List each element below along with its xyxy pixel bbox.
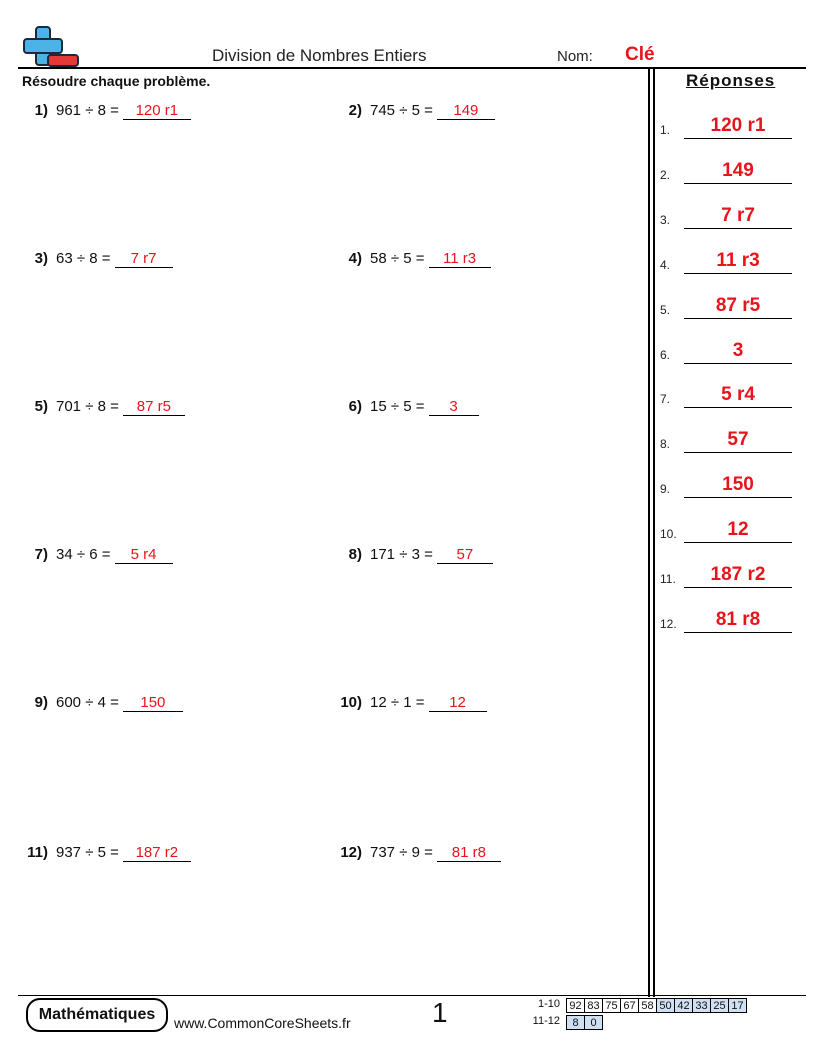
problem-number: 3) [34, 250, 48, 267]
score-row-label: 1-10 [537, 998, 560, 1010]
problem-8 [330, 546, 493, 564]
problem-7 [22, 546, 173, 564]
name-label: Nom: [557, 48, 593, 65]
problem-2 [330, 102, 495, 120]
answer-key-number: 3. [660, 213, 671, 227]
score-row-11-12 [526, 1015, 792, 1031]
answer-key-number: 10. [660, 527, 677, 541]
problem-number: 7) [34, 546, 48, 563]
score-cell: 42 [674, 998, 693, 1013]
instructions: Résoudre chaque problème. [22, 73, 211, 89]
problem-equation: 937 ÷ 5 = [56, 844, 119, 861]
problem-3 [22, 250, 173, 268]
answer-column-divider [648, 67, 650, 997]
score-cell: 67 [620, 998, 639, 1013]
problem-4 [330, 250, 491, 268]
answer-blank[interactable]: 150 [123, 695, 183, 712]
problem-number: 12) [340, 844, 362, 861]
score-cell: 92 [566, 998, 585, 1013]
answer-key-value: 187 r2 [710, 564, 766, 585]
answer-column-divider-inner [653, 67, 655, 997]
answer-key-value: 5 r4 [721, 384, 755, 405]
problem-5 [22, 398, 185, 416]
answer-blank[interactable]: 57 [437, 547, 493, 564]
page-number: 1 [432, 997, 448, 1028]
answer-key-line [684, 138, 792, 139]
problem-number: 10) [340, 694, 362, 711]
answer-key-value: 149 [722, 160, 754, 181]
footer-divider [18, 995, 806, 996]
score-row-1-10 [526, 998, 792, 1014]
problem-number: 5) [34, 398, 48, 415]
answer-key-number: 1. [660, 123, 671, 137]
answer-key-line [684, 363, 792, 364]
problem-equation: 701 ÷ 8 = [56, 398, 119, 415]
score-cell: 8 [566, 1015, 585, 1030]
score-cell: 75 [602, 998, 621, 1013]
problem-6 [330, 398, 479, 416]
answer-key-number: 9. [660, 482, 671, 496]
answer-key-value: 7 r7 [721, 205, 755, 226]
answer-key-value: 87 r5 [715, 295, 761, 316]
problem-equation: 737 ÷ 9 = [370, 844, 433, 861]
answer-key-number: 6. [660, 348, 671, 362]
answer-blank[interactable]: 11 r3 [429, 251, 491, 268]
answer-key-number: 7. [660, 392, 671, 406]
answer-key-row-6 [660, 338, 792, 364]
problem-10 [330, 694, 487, 712]
answer-key-line [684, 632, 792, 633]
answer-blank[interactable]: 5 r4 [115, 547, 173, 564]
answer-blank[interactable]: 7 r7 [115, 251, 173, 268]
answer-key-value: 150 [722, 474, 754, 495]
answer-blank[interactable]: 12 [429, 695, 487, 712]
answer-key-row-7 [660, 382, 792, 408]
answer-key-number: 4. [660, 258, 671, 272]
problem-number: 6) [348, 398, 362, 415]
answer-key-value: 12 [727, 519, 749, 540]
problem-equation: 34 ÷ 6 = [56, 546, 111, 563]
plus-minus-logo-icon [22, 25, 80, 69]
problem-1 [22, 102, 191, 120]
answer-key-line [684, 497, 792, 498]
header-divider [18, 67, 806, 69]
answer-key-row-12 [660, 607, 792, 633]
score-cell: 33 [692, 998, 711, 1013]
score-cell: 0 [584, 1015, 603, 1030]
problem-equation: 745 ÷ 5 = [370, 102, 433, 119]
answer-key-row-9 [660, 472, 792, 498]
problem-11 [22, 844, 191, 862]
answer-blank[interactable]: 3 [429, 399, 479, 416]
answer-blank[interactable]: 149 [437, 103, 495, 120]
answer-blank[interactable]: 81 r8 [437, 845, 501, 862]
problem-equation: 600 ÷ 4 = [56, 694, 119, 711]
answer-key-number: 12. [660, 617, 677, 631]
problem-9 [22, 694, 183, 712]
problem-number: 9) [34, 694, 48, 711]
answer-key-number: 11. [660, 572, 676, 586]
answer-key-row-8 [660, 427, 792, 453]
site-url[interactable]: www.CommonCoreSheets.fr [174, 1015, 351, 1031]
score-cell: 25 [710, 998, 729, 1013]
answer-key-line [684, 273, 792, 274]
answer-key-row-4 [660, 248, 792, 274]
problem-number: 1) [34, 102, 48, 119]
name-value: Clé [625, 44, 655, 65]
answer-key-line [684, 183, 792, 184]
score-cell: 50 [656, 998, 675, 1013]
answer-key-value: 120 r1 [710, 115, 766, 136]
brand-badge: Mathématiques [26, 998, 168, 1032]
answers-heading: Réponses [686, 71, 776, 90]
problem-number: 4) [348, 250, 362, 267]
answer-key-value: 57 [727, 429, 749, 450]
problem-equation: 63 ÷ 8 = [56, 250, 111, 267]
answer-blank[interactable]: 120 r1 [123, 103, 191, 120]
answer-key-row-10 [660, 517, 792, 543]
page-title: Division de Nombres Entiers [212, 46, 427, 65]
problem-12 [330, 844, 501, 862]
score-row-label: 11-12 [532, 1015, 560, 1027]
answer-key-row-1 [660, 113, 792, 139]
answer-key-line [684, 452, 792, 453]
answer-key-number: 2. [660, 168, 671, 182]
problem-equation: 58 ÷ 5 = [370, 250, 425, 267]
answer-key-line [684, 587, 792, 588]
answer-key-value: 3 [732, 340, 744, 361]
problem-number: 2) [348, 102, 362, 119]
problem-equation: 961 ÷ 8 = [56, 102, 119, 119]
answer-key-row-2 [660, 158, 792, 184]
problem-equation: 12 ÷ 1 = [370, 694, 425, 711]
problem-number: 8) [348, 546, 362, 563]
score-cell: 17 [728, 998, 747, 1013]
score-cell: 83 [584, 998, 603, 1013]
answer-key-line [684, 542, 792, 543]
answer-key-line [684, 407, 792, 408]
answer-key-value: 11 r3 [716, 250, 760, 271]
score-cell: 58 [638, 998, 657, 1013]
answer-key-row-3 [660, 203, 792, 229]
answer-blank[interactable]: 187 r2 [123, 845, 191, 862]
answer-key-line [684, 318, 792, 319]
answer-key-value: 81 r8 [715, 609, 761, 630]
answer-key-number: 5. [660, 303, 671, 317]
problem-equation: 171 ÷ 3 = [370, 546, 433, 563]
problem-equation: 15 ÷ 5 = [370, 398, 425, 415]
answer-blank[interactable]: 87 r5 [123, 399, 185, 416]
answer-key-row-11 [660, 562, 792, 588]
answer-key-row-5 [660, 293, 792, 319]
problem-number: 11) [27, 844, 48, 861]
answer-key-line [684, 228, 792, 229]
answer-key-number: 8. [660, 437, 671, 451]
